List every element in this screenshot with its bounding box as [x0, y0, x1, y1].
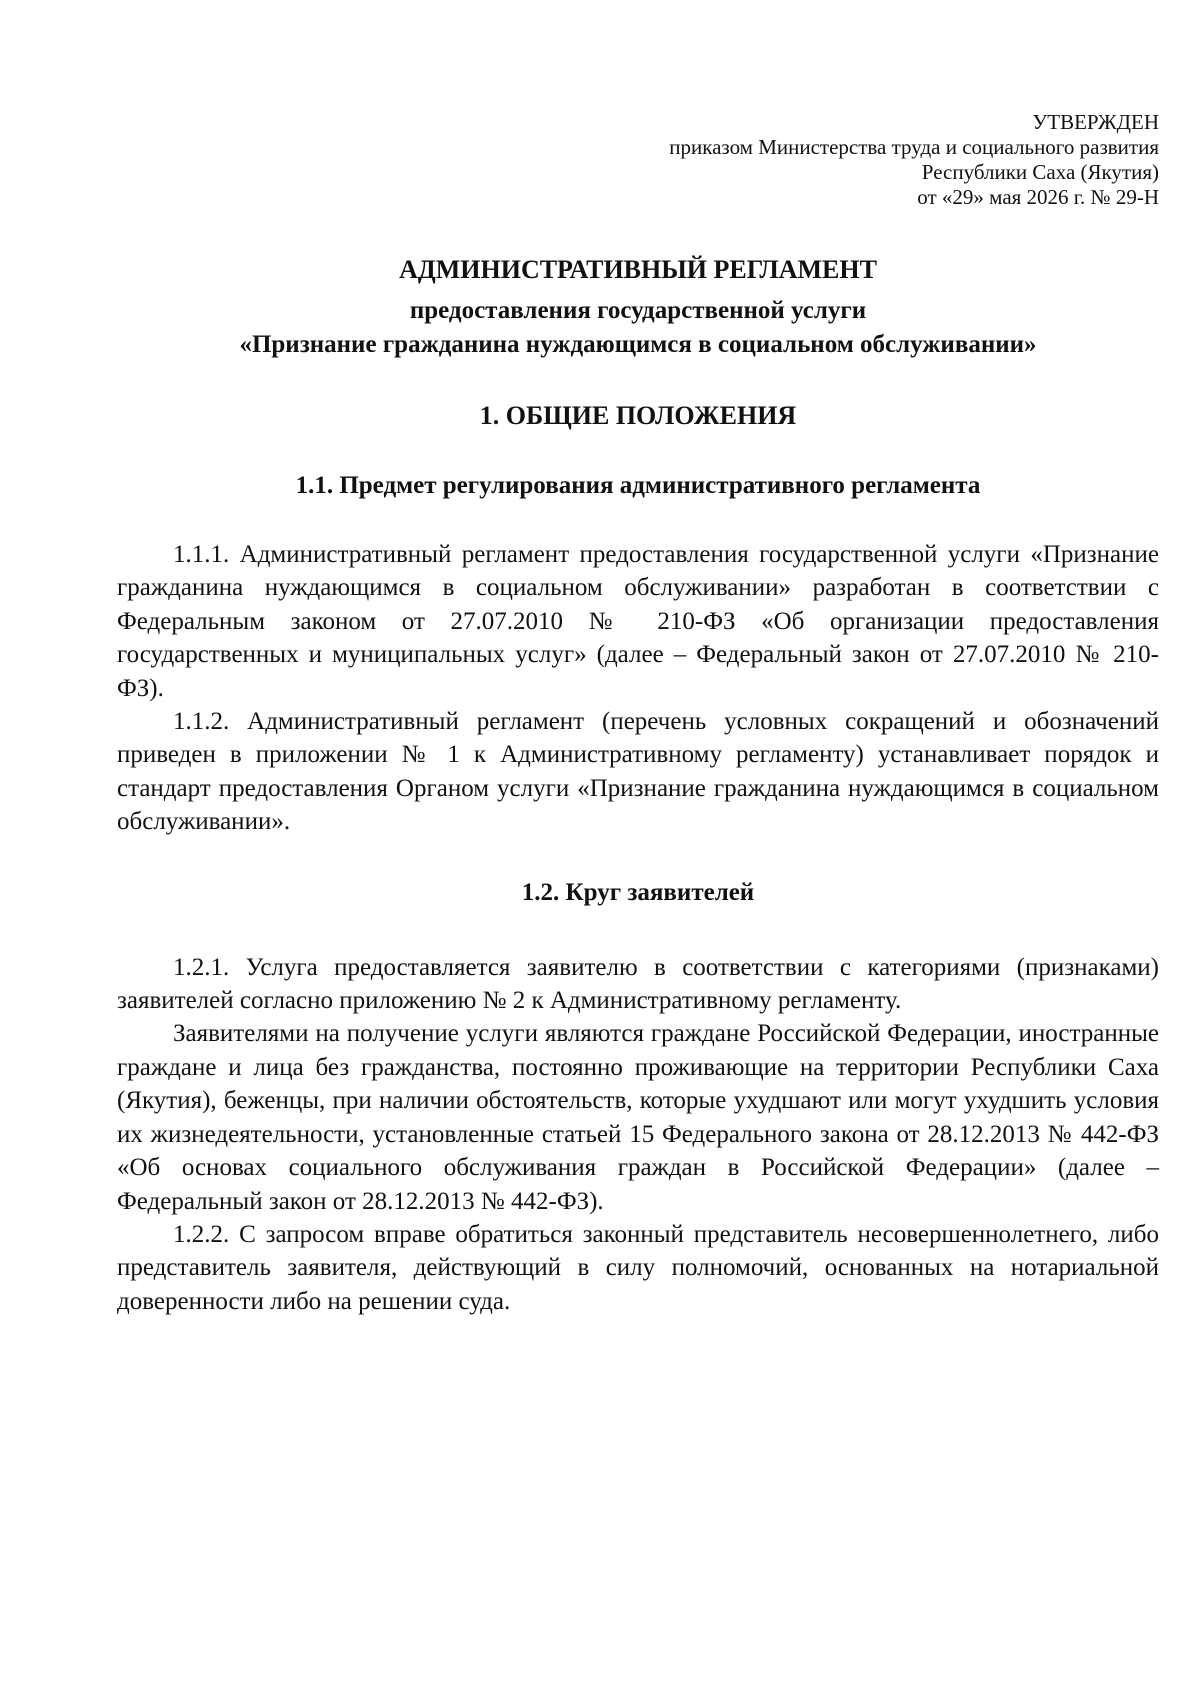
approval-line-4: от «29» мая 2026 г. № 29-Н: [917, 185, 1159, 209]
approval-line-3: Республики Саха (Якутия): [921, 160, 1159, 184]
paragraph-1-2-2: 1.2.2. С запросом вправе обратиться законный представитель несовершеннолетнего, либо представитель заявителя, действующий в силу полномочий, основанных на нотариальной доверенности либо на решении суда.: [117, 1220, 1159, 1315]
paragraph-1-1-1: 1.1.1. Административный регламент предоставления государственной услуги «Признание гражданина нуждающимся в социальном обслуживании» разработан в соответствии с Федеральным законом от 27.07.2010 № 210-ФЗ «Об организации предоставления государственных и муниципальных услуг» (далее – Федеральный закон от 27.07.2010 № 210-ФЗ).: [117, 541, 1159, 702]
document-title-sub-2: «Признание гражданина нуждающимся в социальном обслуживании»: [239, 331, 1037, 358]
approval-line-2: приказом Министерства труда и социального развития: [669, 135, 1159, 159]
document-page: [117, 110, 1159, 1318]
subsection-heading-applicants: 1.2. Круг заявителей: [521, 878, 755, 906]
paragraph-1-1-2: 1.1.2. Административный регламент (перечень условных сокращений и обозначений приведен в приложении № 1 к Административному регламенту) устанавливает порядок и стандарт предоставления Органом услуги «Признание гражданина нуждающимся в социальном обслуживании».: [117, 708, 1159, 836]
document-title: [117, 254, 1159, 362]
approval-block: [117, 110, 1159, 210]
section-heading-general: 1. ОБЩИЕ ПОЛОЖЕНИЯ: [479, 401, 797, 430]
subsection-heading-subject: 1.1. Предмет регулирования административного регламента: [295, 472, 981, 499]
paragraph-1-2-1: 1.2.1. Услуга предоставляется заявителю в соответствии с категориями (признаками) заявителей согласно приложению № 2 к Административному регламенту.: [117, 953, 1159, 1015]
paragraph-applicants: Заявителями на получение услуги являются граждане Российской Федерации, иностранные граждане и лица без гражданства, постоянно проживающие на территории Республики Саха (Якутия), беженцы, при наличии обстоятельств, которые ухудшают или могут ухудшить условия их жизнедеятельности, установленные статьей 15 Федерального закона от 28.12.2013 № 442-ФЗ «Об основах социального обслуживания граждан в Российской Федерации» (далее – Федеральный закон от 28.12.2013 № 442-ФЗ).: [117, 1020, 1159, 1215]
approval-line-1: УТВЕРЖДЕН: [1032, 110, 1159, 134]
document-title-subtitle: [117, 294, 1159, 362]
document-title-sub-1: предоставления государственной услуги: [409, 297, 867, 324]
document-title-main: АДМИНИСТРАТИВНЫЙ РЕГЛАМЕНТ: [399, 255, 877, 284]
